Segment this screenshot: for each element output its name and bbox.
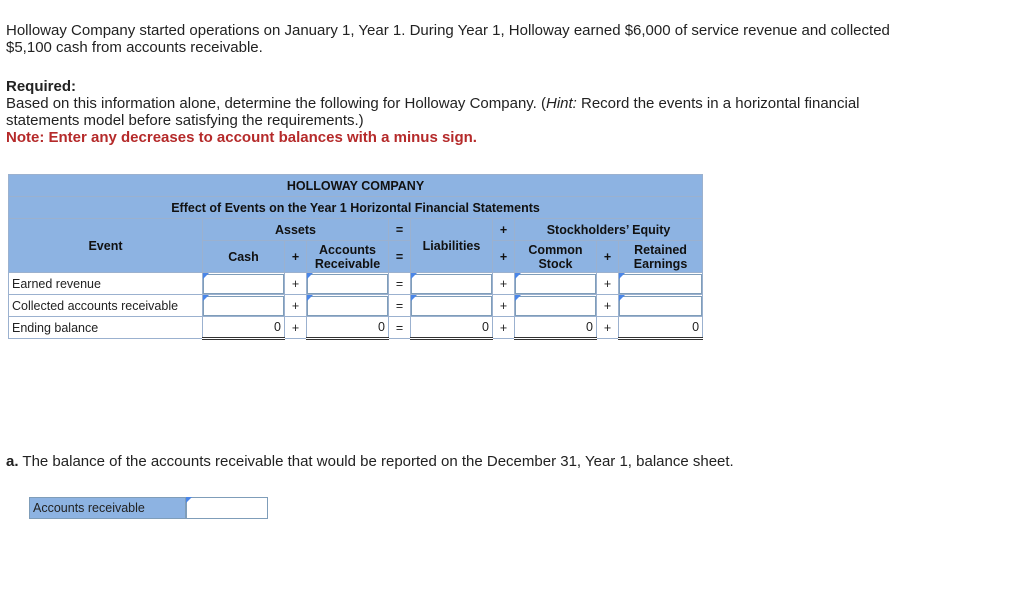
part-a-letter: a. [6,453,19,470]
plus-symbol: + [493,295,515,317]
problem-intro: Holloway Company started operations on January 1, Year 1. During Year 1, Holloway earned $6,000 of service revenue and collected $5,100 cash from accounts receivable. [6,22,890,56]
required-title: Required: [6,78,77,95]
plus-symbol: + [285,295,307,317]
equals-symbol: = [389,241,411,273]
event-header: Event [9,219,203,273]
table-subtitle: Effect of Events on the Year 1 Horizontal Financial Statements [9,197,703,219]
plus-symbol: + [597,241,619,273]
assets-header: Assets [203,219,389,241]
note-text: Note: Enter any decreases to account balances with a minus sign. [6,129,477,146]
plus-symbol: + [493,219,515,241]
part-a-question: a. The balance of the accounts receivable that would be reported on the December 31, Year 1, balance sheet. [6,453,734,470]
re-cell [619,273,703,295]
equals-symbol: = [389,317,411,339]
cash-input[interactable] [203,274,284,294]
company-name: HOLLOWAY COMPANY [9,175,703,197]
liabilities-cell [411,295,493,317]
accounts-receivable-input[interactable] [307,274,388,294]
table-row [9,295,703,317]
accounts-receivable-label: Accounts receivable [29,497,186,519]
liabilities-total: 0 [411,317,493,339]
event-label: Ending balance [9,317,203,339]
cs-cell [515,295,597,317]
event-label: Collected accounts receivable [9,295,203,317]
plus-symbol: + [285,241,307,273]
equals-symbol: = [389,219,411,241]
cs-cell [515,273,597,295]
hint-label: Hint: [546,95,577,112]
table-row-ending-balance [9,317,703,339]
liabilities-input[interactable] [411,296,492,316]
retained-earnings-input[interactable] [619,274,702,294]
cash-cell [203,295,285,317]
common-stock-input[interactable] [515,296,596,316]
part-a-answer-row [29,497,268,519]
common-stock-header: Common Stock [515,241,597,273]
accounts-receivable-total: 0 [307,317,389,339]
accounts-receivable-input[interactable] [307,296,388,316]
retained-earnings-input[interactable] [619,296,702,316]
plus-symbol: + [493,241,515,273]
horizontal-statements-table [8,174,703,340]
plus-symbol: + [285,273,307,295]
plus-symbol: + [597,273,619,295]
table-row [9,273,703,295]
common-stock-total: 0 [515,317,597,339]
plus-symbol: + [285,317,307,339]
equals-symbol: = [389,295,411,317]
answer-cell [186,497,268,519]
cash-header: Cash [203,241,285,273]
ar-cell [307,295,389,317]
cash-cell [203,273,285,295]
accounts-receivable-answer-input[interactable] [186,497,268,519]
equity-header: Stockholders’ Equity [515,219,703,241]
event-label: Earned revenue [9,273,203,295]
cash-input[interactable] [203,296,284,316]
re-cell [619,295,703,317]
plus-symbol: + [493,317,515,339]
required-text: Based on this information alone, determine the following for Holloway Company. (Hint: Record the events in a horizontal financial statements model before satisfying the requirements.) [6,95,860,129]
equals-symbol: = [389,273,411,295]
retained-earnings-total: 0 [619,317,703,339]
cash-total: 0 [203,317,285,339]
ar-cell [307,273,389,295]
retained-earnings-header: Retained Earnings [619,241,703,273]
accounts-receivable-header: Accounts Receivable [307,241,389,273]
liabilities-input[interactable] [411,274,492,294]
plus-symbol: + [597,317,619,339]
plus-symbol: + [493,273,515,295]
common-stock-input[interactable] [515,274,596,294]
liabilities-header: Liabilities [411,219,493,273]
liabilities-cell [411,273,493,295]
plus-symbol: + [597,295,619,317]
